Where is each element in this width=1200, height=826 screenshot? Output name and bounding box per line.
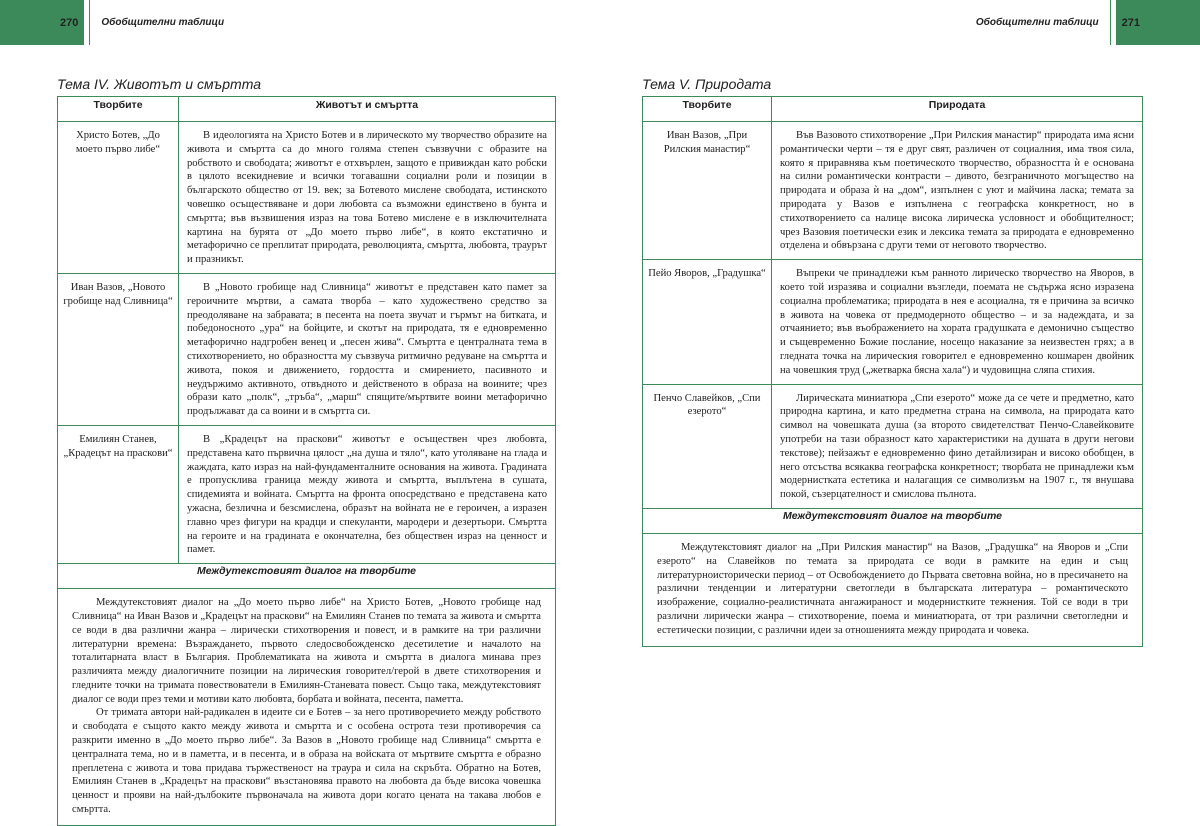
summary-table — [57, 96, 556, 826]
column-header-works: Творбите — [58, 97, 179, 122]
theme-title: Тема IV. Животът и смъртта — [57, 76, 261, 92]
summary-paragraph: Междутекстовият диалог на „До моето първо либе“ на Христо Ботев, „Новото гробище над Сливница“ на Иван Вазов и „Крадецът на праскови“ на Емилиян Станев по темата за живота и смъртта се води в два различни жанра – лирически стихотворения и повест, и в рамките на три различни литературни времена: Възраждането, първото следосвобожденско десетилетие и началото на тоталитарната власт в България. Проблематиката на живота и смъртта в диалога минава през различията между диалогичните позиции на лирическия говорител/герой в двете стихотворения и гледните точки на тримата повествователи в Емилиян-Станевата повест. Също така, междутекстовият диалог се води през теми и мотиви като любовта, борбата и войната, песента, паметта. — [72, 597, 541, 705]
work-analysis: В „Крадецът на праскови“ животът е осъществен чрез любовта, представена като първична цялост „на душа и тяло“, като утоляване на глада и жаждата, като израз на най-фундаменталните основания на живота. Градината е пропусклива граница между живота и смъртта, въплътена в сушата, спидемията и войната. Смъртта на фронта опосредствано е представена като ужасна, безлична и безсмислена, образът на войната не е героичен, а изразен главно чрез фигури на крадци и спекуланти, мародери и дезертьори. Смъртта на героите и на градината е окончателна, без обществен израз на ценност и памет. — [179, 425, 556, 563]
work-analysis: Въпреки че принадлежи към ранното лирическо творчество на Яворов, в което той изразява и социални възгледи, поемата не съдържа ясно изразена социална проблематика; природата в нея е асоциална, тя е причина за всичко в живота на човека от предмодерното общество – и за надеждата, и за отчаянието; във въображението на хората градушката е демонично същество и същевременно Божие послание, носещо наказание за неизвестен грях; а в гледната точка на лирическия говорител е едновременно кошмарен двойник на човешкия труд („жетварка бясна хала“) и чудовищна сляпа стихия. — [772, 260, 1143, 384]
header-divider — [81, 0, 83, 45]
work-title: Иван Вазов, „При Рилския манастир“ — [643, 122, 772, 260]
column-header-works: Творбите — [643, 97, 772, 122]
table-row — [58, 122, 556, 274]
page-header — [60, 0, 224, 45]
table-row — [58, 425, 556, 563]
summary-paragraph: От тримата автори най-радикален в идеите си е Ботев – за него противоречието между робството и свободата е същото както между живота и смъртта и с особена острота тези противоречия са разкрити именно в „До моето първо либе“. За Вазов в „Новото гробище над Сливница“ смъртта е централната тема, но и в паметта, и в песента, и в образа на войската от мъртвите смъртта е образно преплетена с живота и това придава тържественост на траура и сила на скръбта. Обратно на Ботев, Емилиян Станев в „Крадецът на праскови“ възстановява правото на любовта да бъде висока човешка ценност и прояви на най-дълбоките първоначала на живота дори когато цената на такава любов е смъртта. — [72, 707, 541, 816]
right-page — [600, 0, 1200, 807]
work-title: Пейо Яворов, „Градушка“ — [643, 260, 772, 384]
work-title: Христо Ботев, „До моето първо либе“ — [58, 122, 179, 274]
theme-title: Тема V. Природата — [642, 76, 772, 92]
table-row — [643, 122, 1143, 260]
work-title: Пенчо Славейков, „Спи езерото“ — [643, 384, 772, 508]
running-head: Обобщителни таблици — [975, 17, 1099, 28]
dialog-heading: Междутекстовият диалог на творбите — [643, 508, 1143, 533]
header-divider — [89, 0, 91, 45]
column-header-topic: Животът и смъртта — [179, 97, 556, 122]
page-number: 270 — [60, 16, 79, 29]
work-analysis: Във Вазовото стихотворение „При Рилския манастир“ природата има ясни романтически черти – тя е друг свят, различен от социалния, има твоя сила, която я приравнява към поетическото творчество, образността ѝ е основана на силни романтически контрасти – дивото, безграничното могъщество на природата и образа ѝ на „дом“, изпълнен с уют и майчина ласка; темата за природата у Вазов е изпълнена с географска конкретност, но в стихотворението са налице висока лирическа условност и обобщителност; чрез Вазовия поетически език и лексика темата за природата е едновременно отделена и обвързана с други теми от неговото творчество. — [772, 122, 1143, 260]
summary-table — [642, 96, 1143, 647]
header-divider — [1110, 0, 1112, 45]
work-analysis: В „Новото гробище над Сливница“ животът е представен като памет за героичните мъртви, а самата творба – като художествено средство за преодоляване на забравата; в песента на поета звучат и гърмът на битката, и победоносното „ура“ на бойците, и скотът на природата, тя е едновременно метафорично надгробен венец и „песен жива“. Смъртта е централната тема в стихотворението, но образността му съвзвуча ритмично редуване на смъртта и живота, покоя и движението, гордостта и смирението, пасивното и неудържимо активното, отвъдното и действеното в образа на воините; чрез образи като „полк“, „тръба“, „марш“ спящите/мъртвите воини метафорично продължават да са воини и в смъртта си. — [179, 273, 556, 425]
page-header — [976, 0, 1140, 45]
running-head: Обобщителни таблици — [101, 17, 225, 28]
left-page — [0, 0, 600, 816]
table-row — [643, 260, 1143, 384]
work-title: Емилиян Станев, „Крадецът на праскови“ — [58, 425, 179, 563]
table-row — [58, 273, 556, 425]
dialog-heading: Междутекстовият диалог на творбите — [58, 564, 556, 589]
table-row — [643, 384, 1143, 508]
work-analysis: Лирическата миниатюра „Спи езерото“ може да се чете и предметно, като природна картина, и като предметна страна на символа, на природата като символ на човешката душа (за второто свидетелстват Пенчо-Славейковите употреби на тази образност като характеристики на душата в други негови текстове); пейзажът е едновременно фино детайлизиран и високо обобщен, в него отсъства всякаква географска конкретност; творбата не принадлежи към модернистката естетика и налагащия се символизъм на 1907 г., тя внушава покой, съзерцателност и смислова пълнота. — [772, 384, 1143, 508]
work-title: Иван Вазов, „Новото гробище над Сливница“ — [58, 273, 179, 425]
work-analysis: В идеологията на Христо Ботев и в лирическото му творчество образите на живота и смъртта са до много голяма степен съвзвучни с образите на робството и свободата; животът е отхвърлен, защото е привиждан като робски в цялото всекидневие и всички тогавашни социални роли и позиции в българското общество от 19. век; за Ботевото мислене свободата, истинското човешко осъществяване и дори любовта са възможни единствено в бунта и смъртта; във възвишения израз на това Ботево мислене е в изключителната картина на бурята от „До моето първо либе“, в която екстатично и метафорично се преплитат природата, революцията, смъртта, любовта, траурът и празникът. — [179, 122, 556, 274]
dialog-summary — [643, 533, 1143, 646]
page-number: 271 — [1121, 16, 1140, 29]
summary-paragraph: Междутекстовият диалог на „При Рилския манастир“ на Вазов, „Градушка“ на Яворов и „Спи езерото“ на Славейков по темата за природата се води в рамките на един и същ литературноисторически период – от Освобождението до Първата световна война, но в пресичането на различни тенденции и литературни светогледи в българската литература – романтическото изображение, социално-реалистичната ангажираност и модернистките тежнения. Той се води в три различни лирически жанра – стихотворение, поема и миниатюрата, от три различни светогледни и естетически позиции, с различни идеи за отношенията между природата и човека. — [657, 541, 1128, 636]
header-divider — [1117, 0, 1119, 45]
column-header-topic: Природата — [772, 97, 1143, 122]
dialog-summary — [58, 589, 556, 826]
